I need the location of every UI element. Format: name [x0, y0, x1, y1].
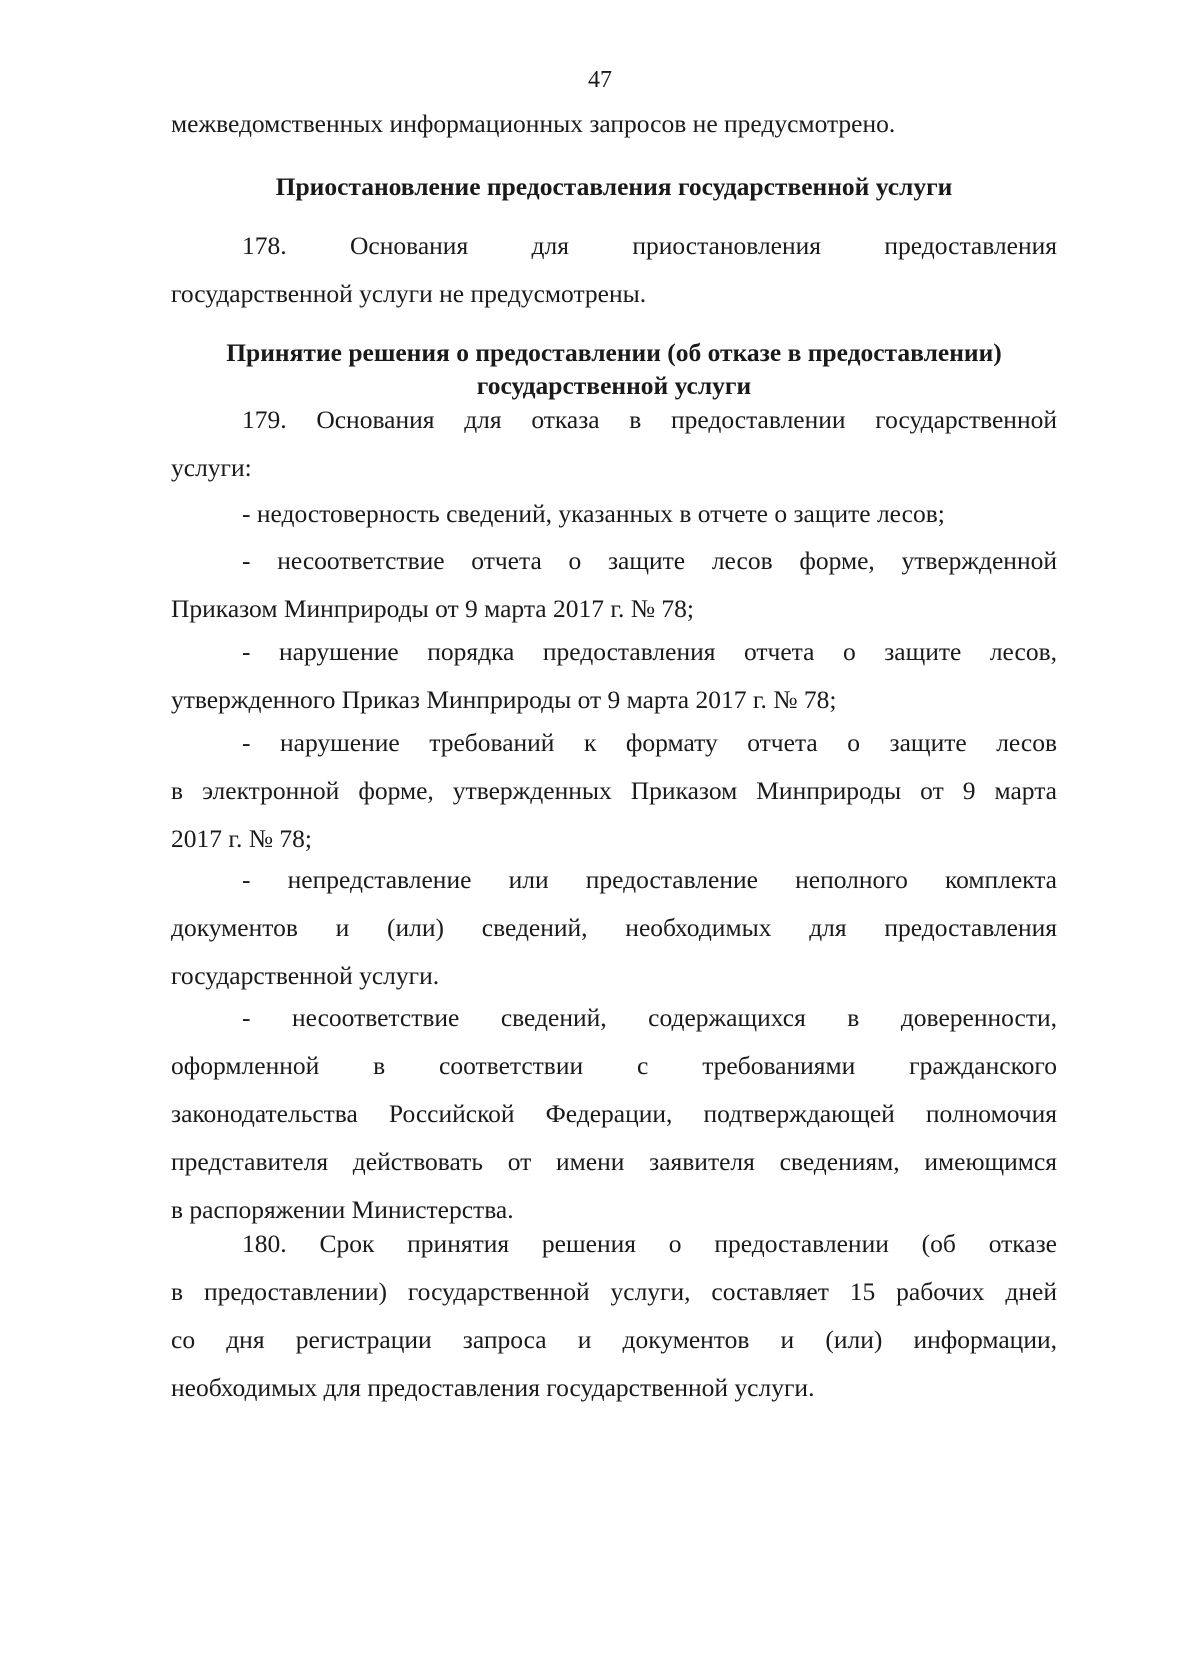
paragraph-179 — [171, 396, 1057, 492]
list-item-5-line-1: - непредставление или предоставление неполного комплекта — [242, 865, 1057, 894]
list-item-3-line-1: - нарушение порядка предоставления отчета о защите лесов, — [242, 637, 1057, 666]
paragraph-178-line-1: 178. Основания для приостановления предоставления — [242, 231, 1057, 260]
list-item-6-line-3: законодательства Российской Федерации, подтверждающей полномочия — [171, 1099, 1057, 1128]
list-item-1-line-1: - недостоверность сведений, указанных в отчете о защите лесов; — [242, 499, 945, 528]
section-heading-decision-line-1: Принятие решения о предоставлении (об отказе в предоставлении) — [226, 338, 1002, 367]
list-item — [171, 856, 1057, 1000]
list-item — [171, 628, 1057, 724]
paragraph-180-line-4: необходимых для предоставления государственной услуги. — [171, 1373, 815, 1402]
paragraph-180-line-2: в предоставлении) государственной услуги, составляет 15 рабочих дней — [171, 1277, 1057, 1306]
paragraph-180 — [171, 1220, 1057, 1412]
paragraph-178 — [171, 222, 1057, 318]
list-item-4-line-3: 2017 г. № 78; — [171, 824, 312, 853]
paragraph-179-line-1: 179. Основания для отказа в предоставлении государственной — [242, 405, 1057, 434]
list-item — [171, 490, 1057, 538]
list-item-6-line-4: представителя действовать от имени заявителя сведениям, имеющимся — [171, 1147, 1057, 1176]
intro-text — [171, 100, 1057, 148]
list-item-5-line-3: государственной услуги. — [171, 961, 440, 990]
section-heading-decision-line-2: государственной услуги — [476, 371, 752, 400]
page-number: 47 — [588, 67, 612, 93]
list-item — [171, 994, 1057, 1234]
list-item-2-line-2: Приказом Минприроды от 9 марта 2017 г. № 78; — [171, 594, 694, 623]
paragraph-180-line-3: со дня регистрации запроса и документов и (или) информации, — [171, 1325, 1057, 1354]
list-item-4-line-2: в электронной форме, утвержденных Приказом Минприроды от 9 марта — [171, 776, 1057, 805]
intro-line: межведомственных информационных запросов не предусмотрено. — [171, 109, 896, 138]
list-item — [171, 719, 1057, 863]
list-item-2-line-1: - несоответствие отчета о защите лесов форме, утвержденной — [242, 546, 1057, 575]
section-heading-decision — [171, 336, 1057, 402]
list-item — [171, 537, 1057, 633]
list-item-3-line-2: утвержденного Приказ Минприроды от 9 марта 2017 г. № 78; — [171, 685, 837, 714]
list-item-4-line-1: - нарушение требований к формату отчета о защите лесов — [242, 728, 1057, 757]
list-item-5-line-2: документов и (или) сведений, необходимых для предоставления — [171, 913, 1057, 942]
section-heading-suspension: Приостановление предоставления государственной услуги — [275, 172, 953, 201]
paragraph-178-line-2: государственной услуги не предусмотрены. — [171, 279, 647, 308]
list-item-6-line-1: - несоответствие сведений, содержащихся в доверенности, — [242, 1003, 1057, 1032]
paragraph-180-line-1: 180. Срок принятия решения о предоставлении (об отказе — [242, 1229, 1057, 1258]
list-item-6-line-2: оформленной в соответствии с требованиями гражданского — [171, 1051, 1057, 1080]
list-item-6-line-5: в распоряжении Министерства. — [171, 1195, 514, 1224]
paragraph-179-line-2: услуги: — [171, 453, 252, 482]
